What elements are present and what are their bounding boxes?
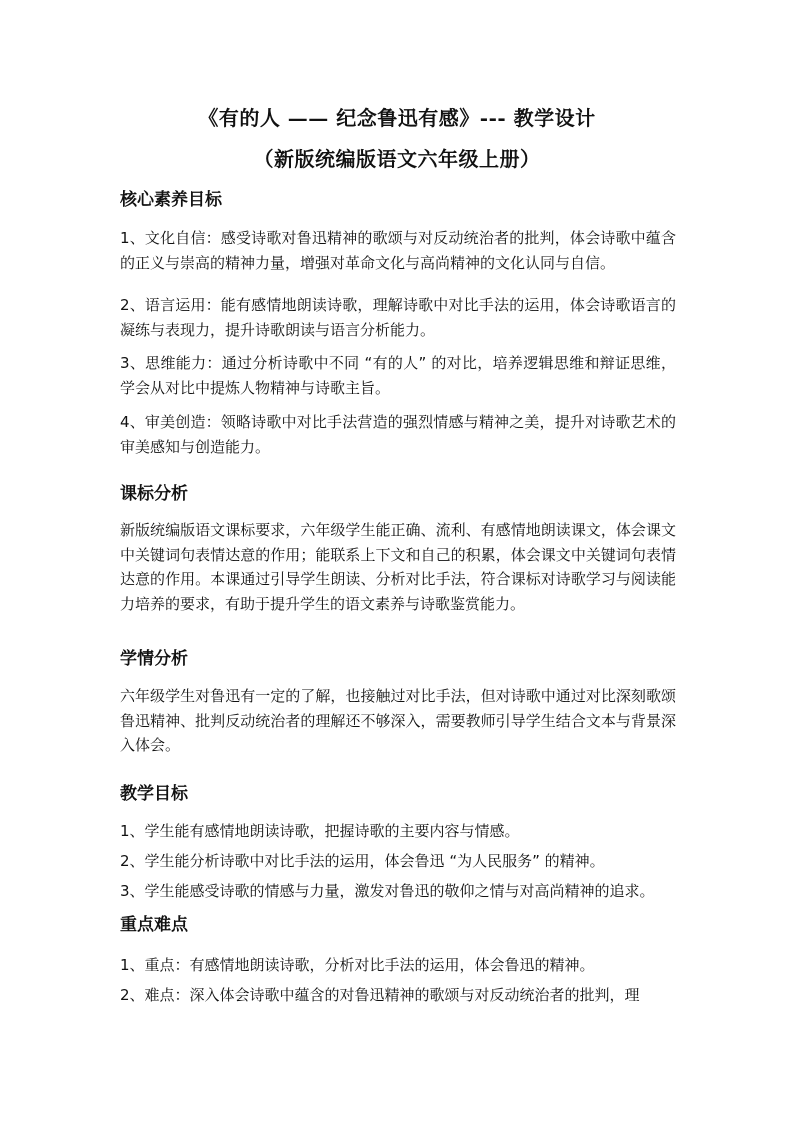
- curriculum-analysis-text: 新版统编版语文课标要求，六年级学生能正确、流利、有感情地朗读课文，体会课文中关键词句表情达意的作用；能联系上下文和自己的积累，体会课文中关键词句表情达意的作用。本课通过引导学生朗读、分析对比手法，符合课标对诗歌学习与阅读能力培养的要求，有助于提升学生的语文素养与诗歌鉴赏能力。: [120, 521, 676, 613]
- section-heading-student-analysis: 学情分析: [120, 649, 188, 669]
- section-heading-teaching-goals: 教学目标: [120, 784, 188, 804]
- teaching-goal-1: 1、学生能有感情地朗读诗歌，把握诗歌的主要内容与情感。: [120, 822, 520, 840]
- teaching-goal-2: 2、学生能分析诗歌中对比手法的运用，体会鲁迅 “为人民服务” 的精神。: [120, 852, 605, 870]
- difficulty-text: 2、难点：深入体会诗歌中蕴含的对鲁迅精神的歌颂与对反动统治者的批判，理: [120, 986, 640, 1004]
- core-literacy-item-4: 4、审美创造：领略诗歌中对比手法营造的强烈情感与精神之美，提升对诗歌艺术的审美感知与创造能力。: [120, 413, 676, 456]
- section-heading-curriculum-analysis: 课标分析: [120, 484, 188, 504]
- core-literacy-item-3: 3、思维能力：通过分析诗歌中不同 “有的人” 的对比，培养逻辑思维和辩证思维，学会从对比中提炼人物精神与诗歌主旨。: [120, 354, 676, 397]
- document-title: 《有的人 —— 纪念鲁迅有感》--- 教学设计: [198, 106, 596, 130]
- core-literacy-item-2: 2、语言运用：能有感情地朗读诗歌，理解诗歌中对比手法的运用，体会诗歌语言的凝练与表现力，提升诗歌朗读与语言分析能力。: [120, 296, 676, 339]
- section-heading-core-literacy: 核心素养目标: [120, 190, 222, 210]
- core-literacy-item-1: 1、文化自信：感受诗歌对鲁迅精神的歌颂与对反动统治者的批判，体会诗歌中蕴含的正义与崇高的精神力量，增强对革命文化与高尚精神的文化认同与自信。: [120, 229, 676, 272]
- student-analysis-text: 六年级学生对鲁迅有一定的了解，也接触过对比手法，但对诗歌中通过对比深刻歌颂鲁迅精神、批判反动统治者的理解还不够深入，需要教师引导学生结合文本与背景深入体会。: [120, 687, 676, 754]
- section-heading-key-difficulties: 重点难点: [120, 915, 188, 935]
- key-point-text: 1、重点：有感情地朗读诗歌，分析对比手法的运用，体会鲁迅的精神。: [120, 956, 595, 974]
- teaching-goal-3: 3、学生能感受诗歌的情感与力量，激发对鲁迅的敬仰之情与对高尚精神的追求。: [120, 882, 655, 900]
- document-subtitle: （新版统编版语文六年级上册）: [253, 147, 541, 171]
